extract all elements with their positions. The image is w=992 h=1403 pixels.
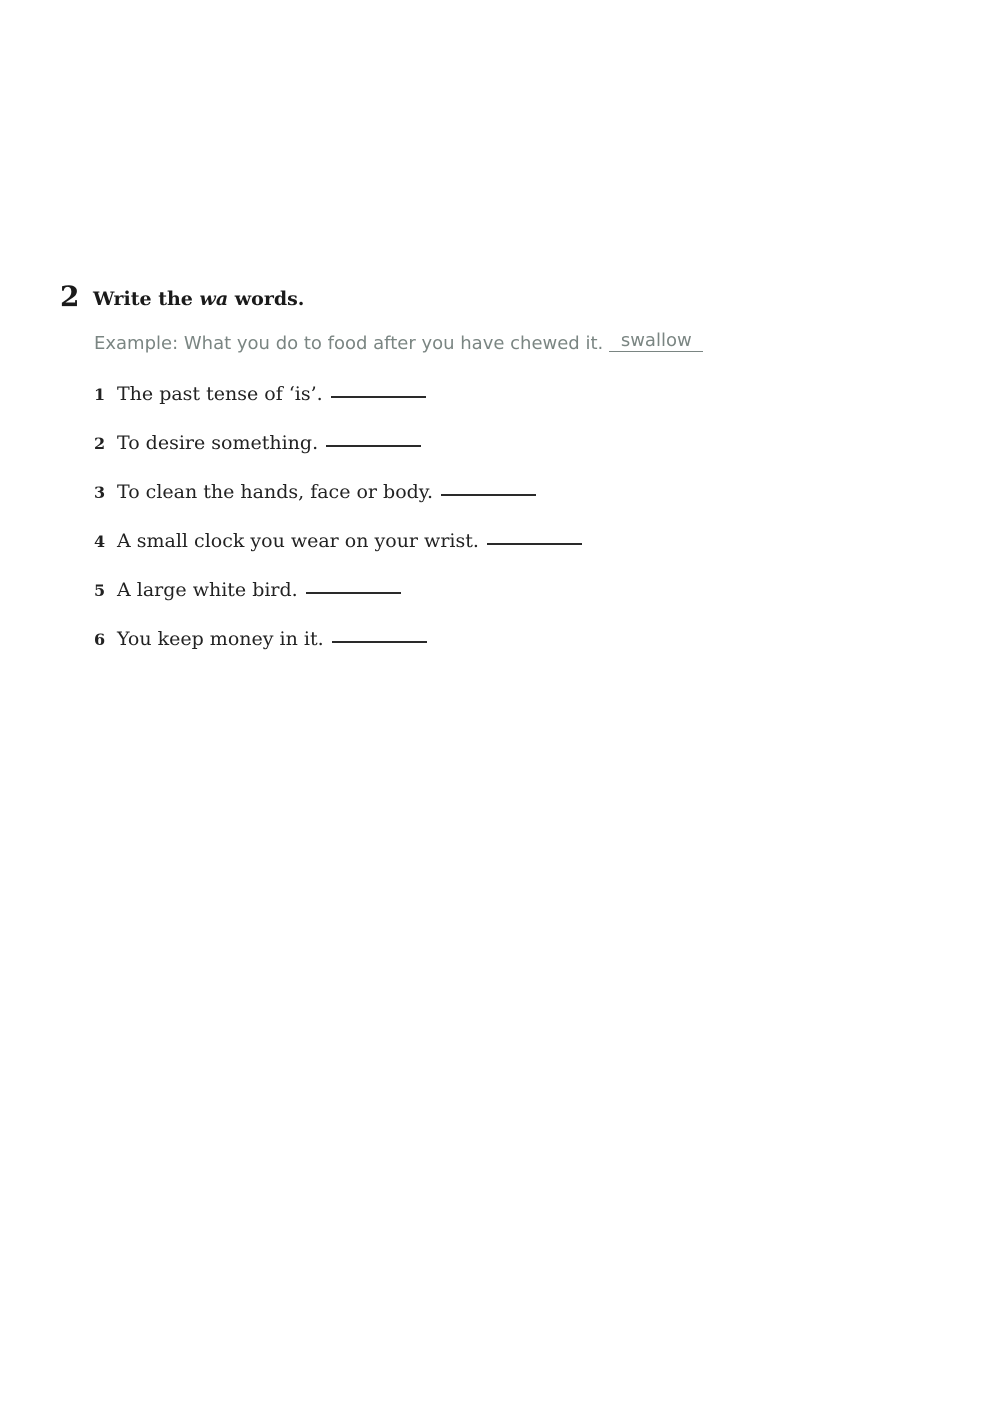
question-text: To desire something. bbox=[117, 432, 319, 454]
question-number: 4 bbox=[94, 532, 106, 551]
question-item bbox=[94, 577, 401, 604]
question-text: You keep money in it. bbox=[117, 628, 324, 650]
question-text: A small clock you wear on your wrist. bbox=[117, 530, 479, 552]
question-number: 1 bbox=[94, 385, 106, 404]
question-number: 2 bbox=[94, 434, 106, 453]
answer-blank[interactable] bbox=[332, 641, 427, 643]
question-text: The past tense of ‘is’. bbox=[117, 383, 323, 405]
question-text: A large white bird. bbox=[117, 579, 298, 601]
question-item bbox=[94, 430, 421, 457]
answer-blank[interactable] bbox=[487, 543, 582, 545]
exercise-number: 2 bbox=[60, 280, 80, 313]
answer-blank[interactable] bbox=[331, 396, 426, 398]
example-answer: swallow bbox=[609, 331, 703, 352]
answer-blank[interactable] bbox=[441, 494, 536, 496]
question-number: 3 bbox=[94, 483, 106, 502]
question-number: 5 bbox=[94, 581, 106, 600]
question-item bbox=[94, 528, 582, 555]
question-number: 6 bbox=[94, 630, 106, 649]
exercise-heading bbox=[93, 287, 304, 311]
question-item bbox=[94, 626, 427, 653]
question-item bbox=[94, 479, 536, 506]
answer-blank[interactable] bbox=[306, 592, 401, 594]
heading-emphasis: wa bbox=[199, 288, 229, 310]
question-item bbox=[94, 381, 426, 408]
question-text: To clean the hands, face or body. bbox=[117, 481, 434, 503]
example-line bbox=[94, 331, 703, 357]
answer-blank[interactable] bbox=[326, 445, 421, 447]
heading-text-start: Write the bbox=[93, 288, 200, 310]
example-text: Example: What you do to food after you have chewed it. bbox=[94, 333, 604, 354]
heading-text-end: words. bbox=[228, 288, 305, 310]
